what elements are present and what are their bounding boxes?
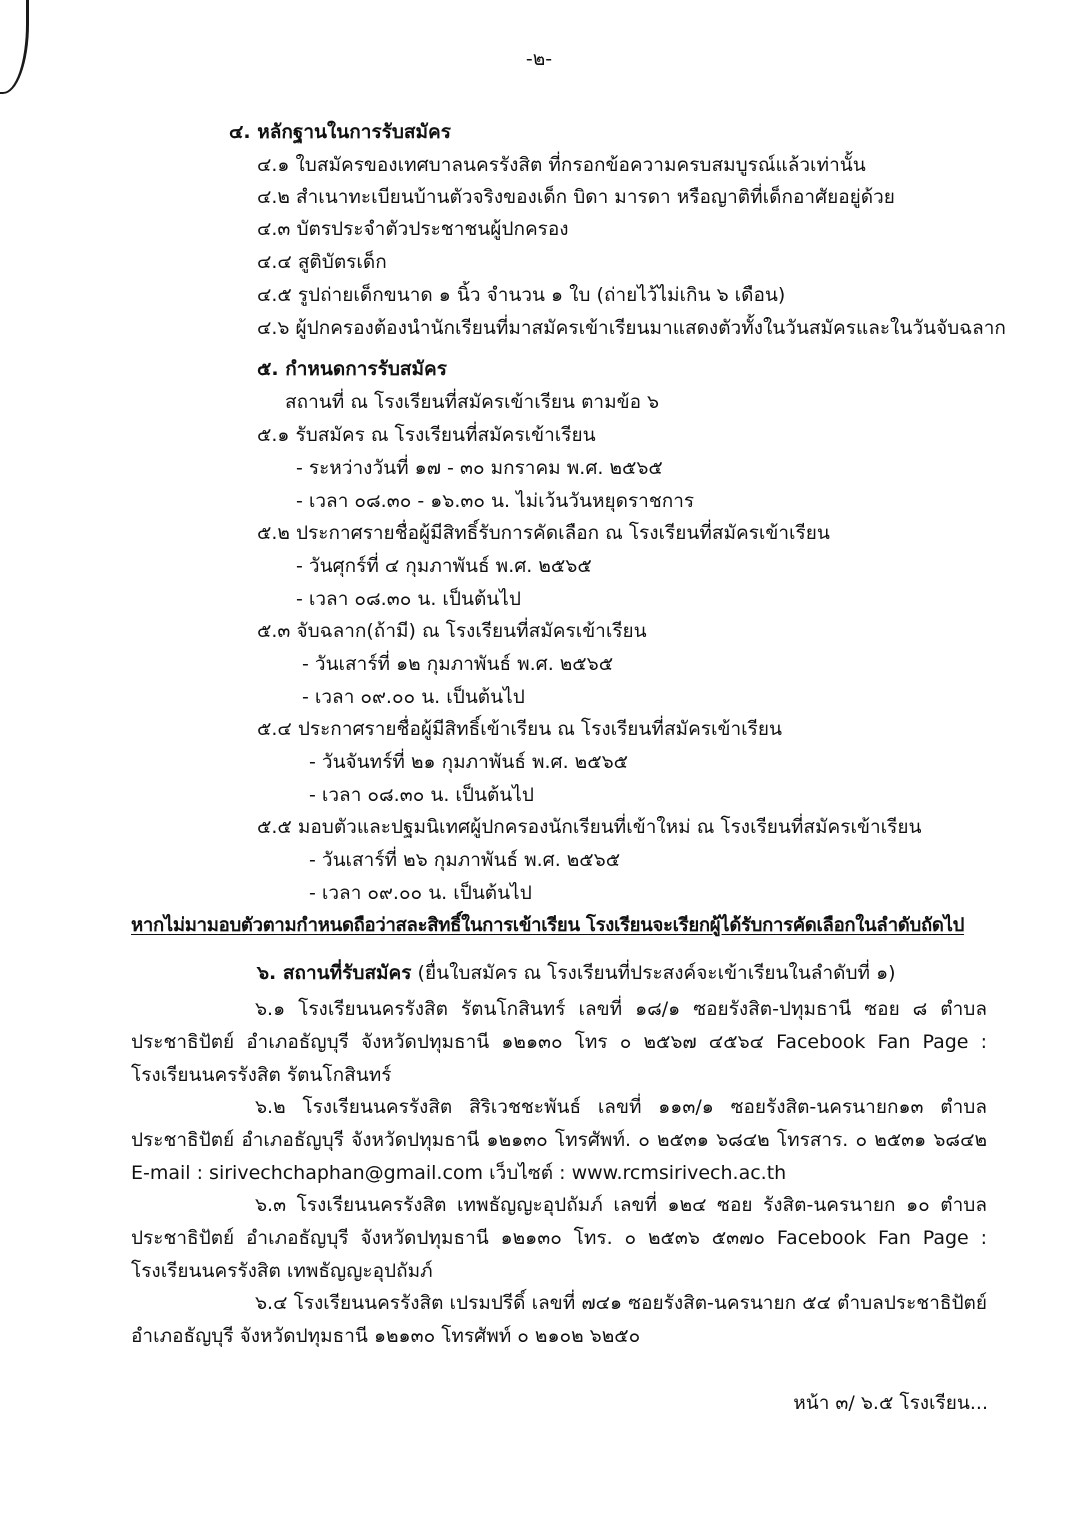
section6-heading-note: (ยื่นใบสมัคร ณ โรงเรียนที่ประสงค์จะเข้าเรียนในลำดับที่ ๑) [417,962,896,984]
section5-place: สถานที่ ณ โรงเรียนที่สมัครเข้าเรียน ตามข้อ ๖ [285,391,660,413]
continuation-footer: หน้า ๓/ ๖.๕ โรงเรียน... [793,1392,988,1414]
s52-title: ๕.๒ ประกาศรายชื่อผู้มีสิทธิ์รับการคัดเลือก ณ โรงเรียนที่สมัครเข้าเรียน [257,522,830,544]
s51-date: - ระหว่างวันที่ ๑๗ - ๓๐ มกราคม พ.ศ. ๒๕๖๕ [296,457,663,479]
section4-item: ๔.๑ ใบสมัครของเทศบาลนครรังสิต ที่กรอกข้อความครบสมบูรณ์แล้วเท่านั้น [257,154,866,176]
section4-heading: ๔. หลักฐานในการรับสมัคร [229,121,451,143]
s53-title: ๕.๓ จับฉลาก(ถ้ามี) ณ โรงเรียนที่สมัครเข้าเรียน [257,620,647,642]
s52-time: - เวลา ๐๘.๓๐ น. เป็นต้นไป [296,588,521,610]
s51-time: - เวลา ๐๘.๓๐ - ๑๖.๓๐ น. ไม่เว้นวันหยุดราชการ [296,490,695,512]
section4-item: ๔.๕ รูปถ่ายเด็กขนาด ๑ นิ้ว จำนวน ๑ ใบ (ถ่ายไว้ไม่เกิน ๖ เดือน) [257,284,786,306]
s54-time: - เวลา ๐๘.๓๐ น. เป็นต้นไป [309,784,534,806]
page-number: -๒- [525,48,553,70]
school-6-4: ๖.๔ โรงเรียนนครรังสิต เปรมปรีดิ์ เลขที่ ๗๔๑ ซอยรังสิต-นครนายก ๕๔ ตำบลประชาธิปัตย์ อำเภอธัญบุรี จังหวัดปทุมธานี ๑๒๑๓๐ โทรศัพท์ ๐ ๒๑๐๒ ๖๒๕๐ [131,1292,987,1347]
section4-item: ๔.๓ บัตรประจำตัวประชาชนผู้ปกครอง [257,218,569,240]
section5-heading: ๕. กำหนดการรับสมัคร [257,358,447,380]
s55-title: ๕.๕ มอบตัวและปฐมนิเทศผู้ปกครองนักเรียนที่เข้าใหม่ ณ โรงเรียนที่สมัครเข้าเรียน [257,816,922,838]
school-6-2: ๖.๒ โรงเรียนนครรังสิต สิริเวชชะพันธ์ เลขที่ ๑๑๓/๑ ซอยรังสิต-นครนายก๑๓ ตำบลประชาธิปัตย์ อำเภอธัญบุรี จังหวัดปทุมธานี ๑๒๑๓๐ โทรศัพท์. ๐ ๒๕๓๑ ๖๘๔๒ โทรสาร. ๐ ๒๕๓๑ ๖๘๔๒ E-mail : sirivechchaphan@gmail.com เว็บไซต์ : www.rcmsirivech.ac.th [131,1096,987,1184]
school-6-1: ๖.๑ โรงเรียนนครรังสิต รัตนโกสินทร์ เลขที่ ๑๘/๑ ซอยรังสิต-ปทุมธานี ซอย ๘ ตำบลประชาธิปัตย์ อำเภอธัญบุรี จังหวัดปทุมธานี ๑๒๑๓๐ โทร ๐ ๒๕๖๗ ๔๕๖๔ Facebook Fan Page : โรงเรียนนครรังสิต รัตนโกสินทร์ [131,998,987,1086]
s53-date: - วันเสาร์ที่ ๑๒ กุมภาพันธ์ พ.ศ. ๒๕๖๕ [302,653,614,675]
s51-title: ๕.๑ รับสมัคร ณ โรงเรียนที่สมัครเข้าเรียน [257,424,596,446]
school-6-3: ๖.๓ โรงเรียนนครรังสิต เทพธัญญะอุปถัมภ์ เลขที่ ๑๒๔ ซอย รังสิต-นครนายก ๑๐ ตำบลประชาธิปัตย์ อำเภอธัญบุรี จังหวัดปทุมธานี ๑๒๑๓๐ โทร. ๐ ๒๕๓๖ ๕๓๗๐ Facebook Fan Page : โรงเรียนนครรังสิต เทพธัญญะอุปถัมภ์ [131,1194,987,1282]
school-entry [131,993,987,1092]
school-entry [131,1287,987,1353]
s54-title: ๕.๔ ประกาศรายชื่อผู้มีสิทธิ์เข้าเรียน ณ โรงเรียนที่สมัครเข้าเรียน [257,718,782,740]
school-entry [131,1091,987,1190]
section4-item: ๔.๖ ผู้ปกครองต้องนำนักเรียนที่มาสมัครเข้าเรียนมาแสดงตัวทั้งในวันสมัครและในวันจับฉลาก [257,317,1006,339]
s55-time: - เวลา ๐๙.๐๐ น. เป็นต้นไป [309,882,532,904]
school-entry [131,1189,987,1288]
s55-date: - วันเสาร์ที่ ๒๖ กุมภาพันธ์ พ.ศ. ๒๕๖๕ [309,849,621,871]
section4-item: ๔.๒ สำเนาทะเบียนบ้านตัวจริงของเด็ก บิดา มารดา หรือญาติที่เด็กอาศัยอยู่ด้วย [257,186,895,208]
section4-item: ๔.๔ สูติบัตรเด็ก [257,251,387,273]
s52-date: - วันศุกร์ที่ ๔ กุมภาพันธ์ พ.ศ. ๒๕๖๕ [296,555,592,577]
s53-time: - เวลา ๐๙.๐๐ น. เป็นต้นไป [302,686,525,708]
section6-heading-title: ๖. สถานที่รับสมัคร [257,962,412,984]
section6-heading [257,960,896,986]
s54-date: - วันจันทร์ที่ ๒๑ กุมภาพันธ์ พ.ศ. ๒๕๖๕ [309,751,629,773]
forfeit-warning: หากไม่มามอบตัวตามกำหนดถือว่าสละสิทธิ์ในการเข้าเรียน โรงเรียนจะเรียกผู้ได้รับการคัดเลือกในลำดับถัดไป [131,915,965,936]
